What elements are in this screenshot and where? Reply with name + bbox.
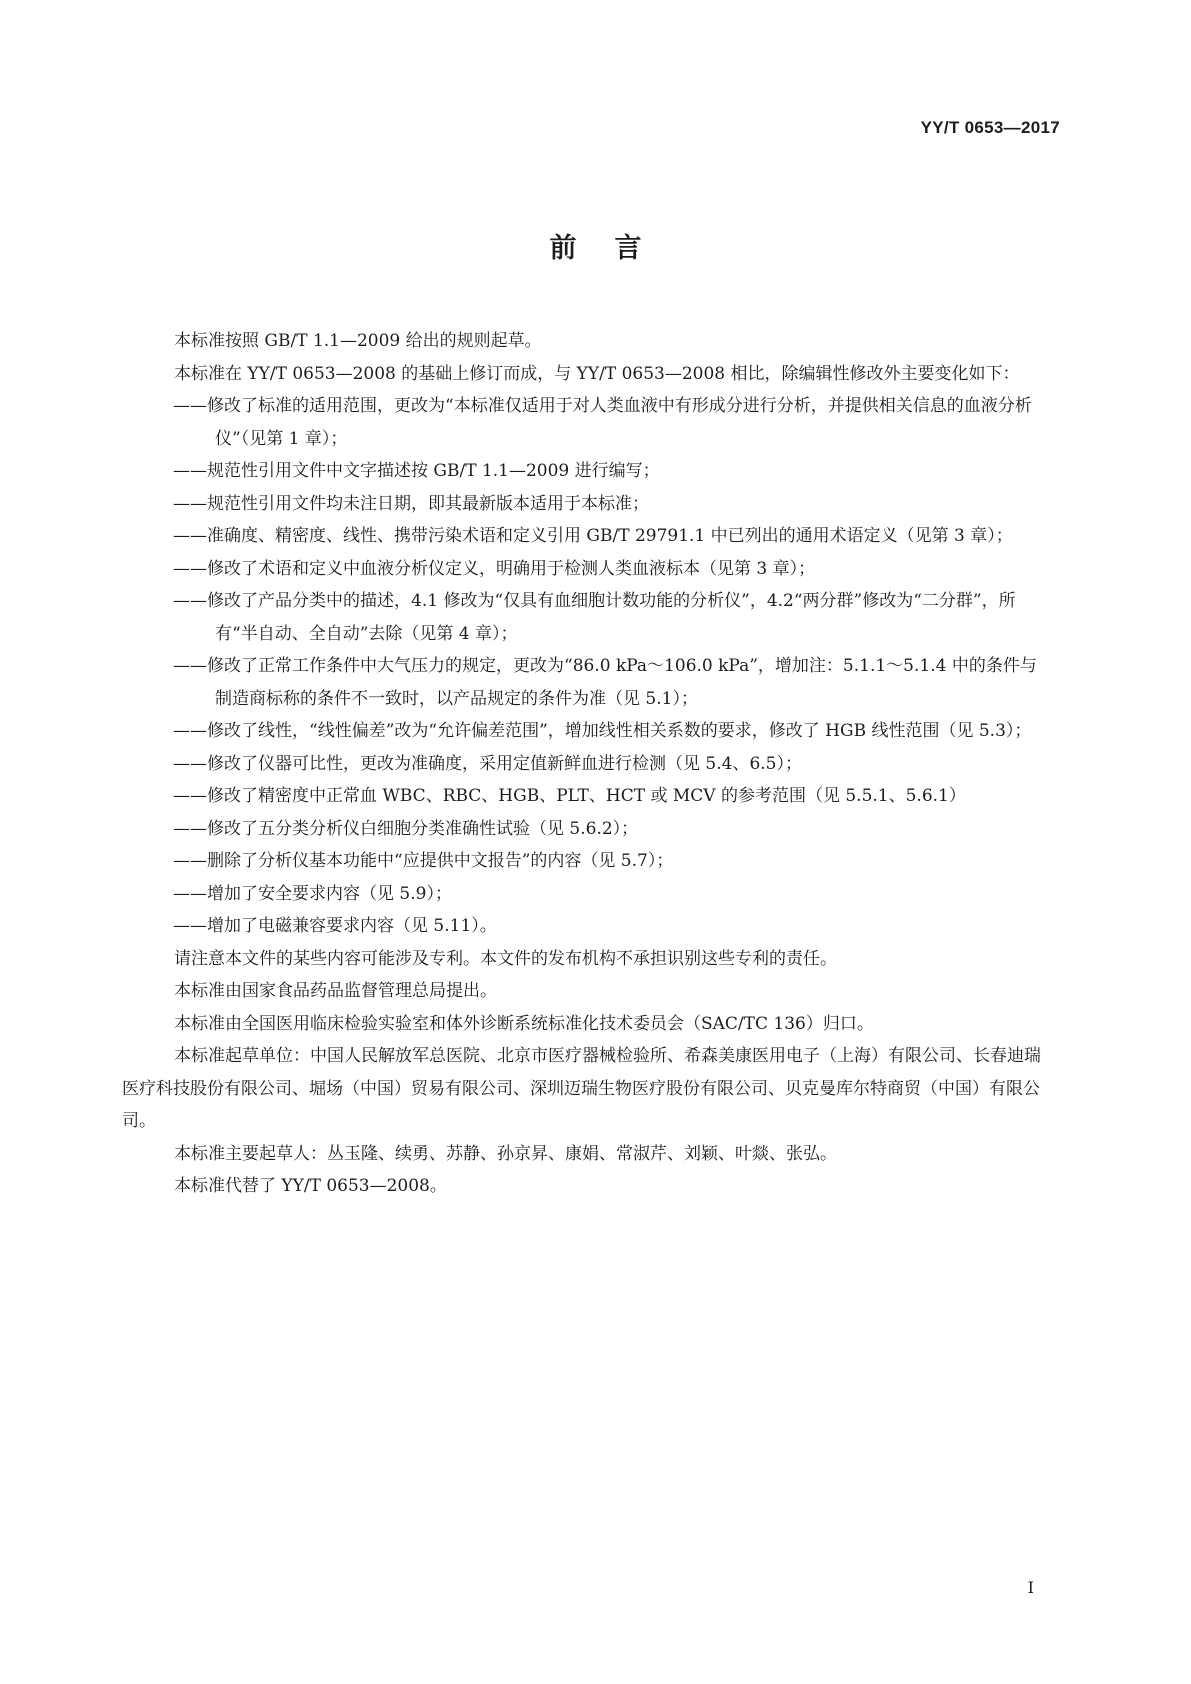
paragraph-revision-summary: 本标准在 YY/T 0653—2008 的基础上修订而成，与 YY/T 0653—2008 相比，除编辑性修改外主要变化如下： [174,363,1020,384]
standard-code: YY/T 0653—2017 [920,118,1060,137]
paragraph-drafting-units: 本标准起草单位：中国人民解放军总医院、北京市医疗器械检验所、希森美康医用电子（上海）有限公司、长春迪瑞医疗科技股份有限公司、堀场（中国）贸易有限公司、深圳迈瑞生物医疗股份有限公司、贝克曼库尔特商贸（中国）有限公司。 [122,1046,1041,1131]
paragraph-technical-committee: 本标准由全国医用临床检验实验室和体外诊断系统标准化技术委员会（SAC/TC 136）归口。 [174,1013,874,1034]
paragraph-patent-notice: 请注意本文件的某些内容可能涉及专利。本文件的发布机构不承担识别这些专利的责任。 [174,948,837,969]
list-item: ——修改了产品分类中的描述，4.1 修改为“仅具有血细胞计数功能的分析仪”，4.2“两分群”修改为“二分群”，所有“半自动、全自动”去除（见第 4 章）； [173,591,1016,644]
list-item: ——规范性引用文件均未注日期，即其最新版本适用于本标准； [173,493,649,514]
list-item: ——修改了术语和定义中血液分析仪定义，明确用于检测人类血液标本（见第 3 章）； [173,558,816,579]
changes-list [122,390,1052,943]
list-item: ——修改了正常工作条件中大气压力的规定，更改为“86.0 kPa～106.0 kPa”，增加注：5.1.1～5.1.4 中的条件与制造商标称的条件不一致时，以产品规定的条件为准（见 5.1）； [173,656,1037,709]
paragraph-proposer: 本标准由国家食品药品监督管理总局提出。 [174,981,497,1001]
paragraph-replaces: 本标准代替了 YY/T 0653—2008。 [174,1176,447,1196]
list-item: ——修改了精密度中正常血 WBC、RBC、HGB、PLT、HCT 或 MCV 的参考范围（见 5.5.1、5.6.1） [173,786,966,806]
paragraph-drafters: 本标准主要起草人：丛玉隆、续勇、苏静、孙京昇、康娟、常淑芹、刘颖、叶燚、张弘。 [174,1143,837,1164]
list-item: ——增加了安全要求内容（见 5.9）； [173,883,452,904]
list-item: ——修改了五分类分析仪白细胞分类准确性试验（见 5.6.2）； [173,818,639,839]
page-title: 前言 [549,233,680,264]
list-item: ——修改了标准的适用范围，更改为“本标准仅适用于对人类血液中有形成分进行分析，并提供相关信息的血液分析仪”（见第 1 章）； [173,396,1032,449]
list-item: ——准确度、精密度、线性、携带污染术语和定义引用 GB/T 29791.1 中已列出的通用术语定义（见第 3 章）； [173,526,1013,546]
list-item: ——修改了线性，“线性偏差”改为“允许偏差范围”，增加线性相关系数的要求，修改了 HGB 线性范围（见 5.3）； [173,721,1032,741]
page-number: I [1027,1578,1034,1597]
paragraph-drafting-rules: 本标准按照 GB/T 1.1—2009 给出的规则起草。 [174,331,542,351]
list-item: ——规范性引用文件中文字描述按 GB/T 1.1—2009 进行编写； [173,461,660,481]
document-body [122,325,1052,1203]
list-item: ——增加了电磁兼容要求内容（见 5.11）。 [173,916,497,936]
list-item: ——删除了分析仪基本功能中“应提供中文报告”的内容（见 5.7）； [173,851,674,871]
list-item: ——修改了仪器可比性，更改为准确度，采用定值新鲜血进行检测（见 5.4、6.5）； [173,753,802,774]
